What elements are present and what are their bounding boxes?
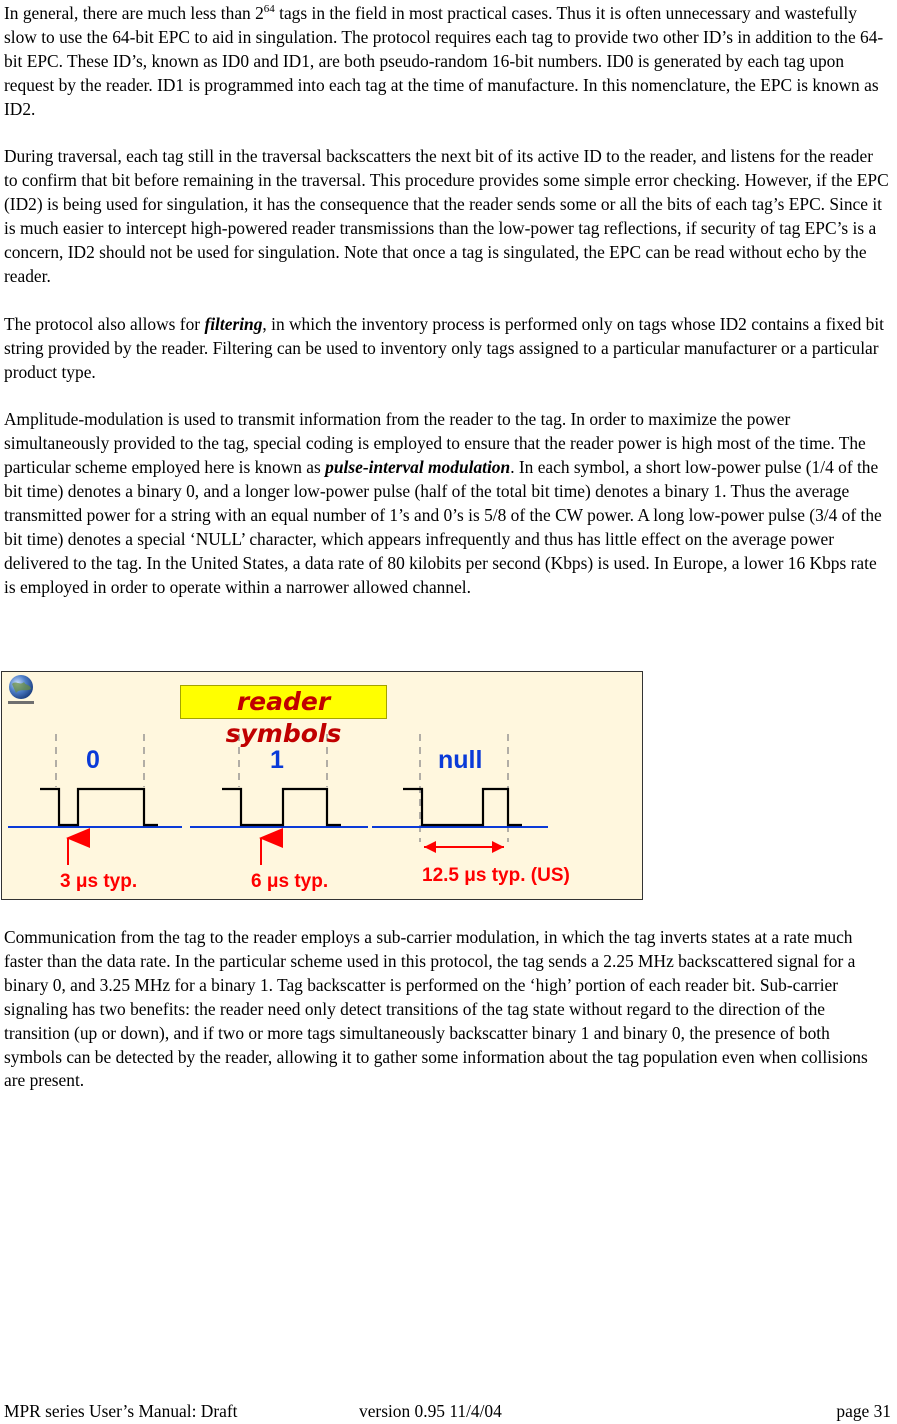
waveforms	[40, 789, 522, 825]
paragraph-modulation	[4, 408, 890, 599]
waveform-0	[40, 789, 158, 825]
measure-arrows	[68, 838, 504, 865]
paragraph-filtering	[4, 313, 890, 385]
symbol-label-1: 1	[270, 746, 284, 774]
paragraph-text: , in which the inventory process is performed only on tags whose ID2 contains a fixed bit string provided by the reader. Filtering can be used to inventory only tags assigned to a particular manufacturer or a particular product type.	[4, 313, 885, 382]
footer-page-number: page 31	[836, 1401, 891, 1421]
paragraph-text: Amplitude-modulation is used to transmit information from the reader to the tag. In order to maximize the power simultaneously provided to the tag, special coding is employed to ensure that the reader power is high most of the time. The particular scheme employed here is known as	[4, 409, 866, 478]
reader-symbols-figure	[1, 671, 643, 900]
waveform-null	[403, 789, 522, 825]
paragraph-text: tags in the field in most practical cases. Thus it is often unnecessary and wastefully slow to use the 64-bit EPC to aid in singulation. The protocol requires each tag to provide two other ID’s in addition to the 64-bit EPC. These ID’s, known as ID0 and ID1, are both pseudo-random 16-bit numbers. ID0 is generated by each tag upon request by the reader. ID1 is programmed into each tag at the time of manufacture. In this nomenclature, the EPC is known as ID2.	[4, 3, 884, 119]
paragraph-traversal: During traversal, each tag still in the traversal backscatters the next bit of its active ID to the reader, and listens for the reader to confirm that bit before remaining in the traversal. This procedure provides some simple error checking. However, if the EPC (ID2) is being used for singulation, it has the consequence that the reader sends some or all the bits of each tag’s EPC. Since it is much easier to intercept high-powered reader transmissions than the low-power tag reflections, if security of tag EPC’s is a concern, ID2 should not be used for singulation. Note that once a tag is singulated, the EPC can be read without echo by the reader.	[4, 146, 889, 286]
footer-title: MPR series User’s Manual: Draft	[4, 1401, 238, 1421]
paragraph-id-scheme	[4, 2, 890, 122]
body-text-lower	[4, 926, 890, 1093]
measure-label-3us: 3 μs typ.	[60, 871, 138, 892]
waveform-1	[222, 789, 341, 825]
superscript: 64	[263, 3, 275, 15]
paragraph-subcarrier: Communication from the tag to the reader employs a sub-carrier modulation, in which the tag inverts states at a rate much faster than the data rate. In the particular scheme used in this protocol, the tag sends a 2.25 MHz backscattered signal for a binary 0, and 3.25 MHz for a binary 1. Tag backscatter is performed on the ‘high’ portion of each reader bit. Sub-carrier signaling has two benefits: the reader need only detect transitions of the tag state without regard to the direction of the transition (up or down), and if two or more tags simultaneously backscatter binary 1 and binary 0, the presence of both symbols can be detected by the reader, allowing it to gather some information about the tag population even when collisions are present.	[4, 927, 868, 1091]
measure-label-6us: 6 μs typ.	[251, 871, 329, 892]
paragraph-text: In general, there are much less than 2	[4, 3, 264, 23]
body-text	[4, 2, 890, 624]
measure-label-12-5us: 12.5 μs typ. (US)	[422, 865, 570, 886]
paragraph-text: The protocol also allows for	[4, 313, 205, 334]
symbol-label-0: 0	[86, 746, 100, 774]
footer-version: version 0.95 11/4/04	[359, 1401, 502, 1421]
globe-logo-icon	[2, 672, 40, 708]
page-footer	[0, 1400, 897, 1424]
symbol-label-null: null	[438, 746, 483, 774]
figure-title: reader symbols	[180, 685, 387, 719]
emphasis-term: filtering	[204, 313, 263, 334]
emphasis-term: pulse-interval modulation	[325, 457, 511, 478]
paragraph-text: . In each symbol, a short low-power pulse (1/4 of the bit time) denotes a binary 0, and a longer low-power pulse (half of the total bit time) denotes a binary 1. Thus the average transmitted power for a string with an equal number of 1’s and 0’s is 5/8 of the CW power. A long low-power pulse (3/4 of the bit time) denotes a special ‘NULL’ character, which appears infrequently and thus has little effect on the average power delivered to the tag. In the United States, a data rate of 80 kilobits per second (Kbps) is used. In Europe, a lower 16 Kbps rate is employed in order to operate within a narrower allowed channel.	[4, 457, 882, 597]
